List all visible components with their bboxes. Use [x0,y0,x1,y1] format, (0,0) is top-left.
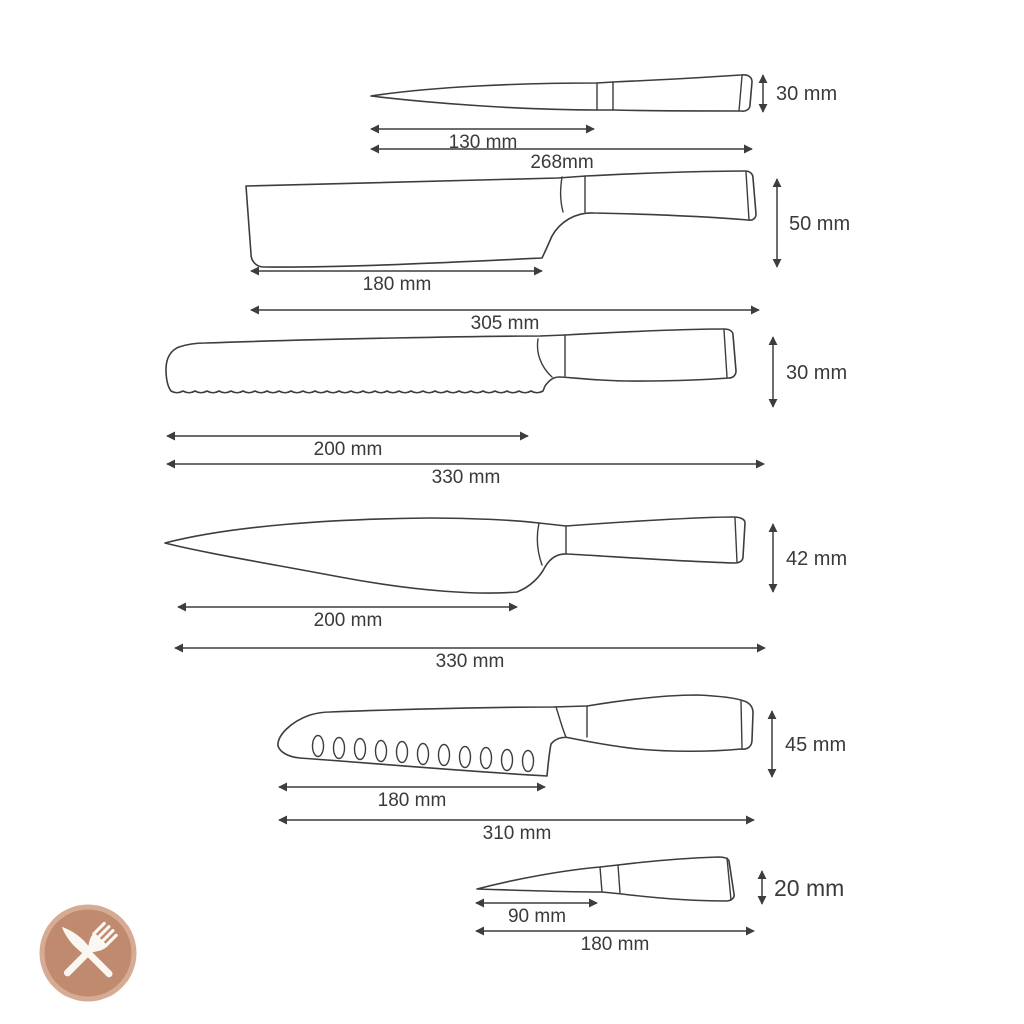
bread-knife-blade-length-label: 200 mm [313,439,383,460]
chefs-knife-height-label: 42 mm [786,548,848,570]
chefs-knife-blade-length-label: 200 mm [313,610,383,631]
paring-knife-height-label: 20 mm [774,875,845,901]
nakiri-knife [246,171,850,334]
utility-knife-height-label: 30 mm [776,83,838,105]
chefs-knife-total-length-label: 330 mm [435,651,505,672]
santoku-knife-height-label: 45 mm [785,734,847,756]
utility-knife-blade-length-label: 130 mm [448,132,518,153]
nakiri-knife-total-length-label: 305 mm [470,313,540,334]
bread-knife [166,329,847,488]
utility-knife-total-length-label: 268mm [530,152,594,173]
santoku-knife [278,695,846,844]
paring-knife [476,857,844,955]
utility-knife [371,75,837,173]
bread-knife-total-length-label: 330 mm [431,467,501,488]
bread-knife-outline [166,329,736,393]
chefs-knife-outline [165,517,745,593]
paring-knife-outline [477,857,734,901]
paring-knife-total-length-label: 180 mm [580,934,650,955]
bread-knife-height-label: 30 mm [786,362,848,384]
paring-knife-blade-length-label: 90 mm [507,906,567,927]
santoku-knife-outline [278,695,753,776]
nakiri-knife-blade-length-label: 180 mm [362,274,432,295]
nakiri-knife-outline [246,171,756,267]
santoku-knife-total-length-label: 310 mm [482,823,552,844]
utility-knife-outline [371,75,752,111]
brand-badge [40,905,137,1002]
chefs-knife [165,517,847,672]
santoku-knife-blade-length-label: 180 mm [377,790,447,811]
nakiri-knife-height-label: 50 mm [789,213,851,235]
